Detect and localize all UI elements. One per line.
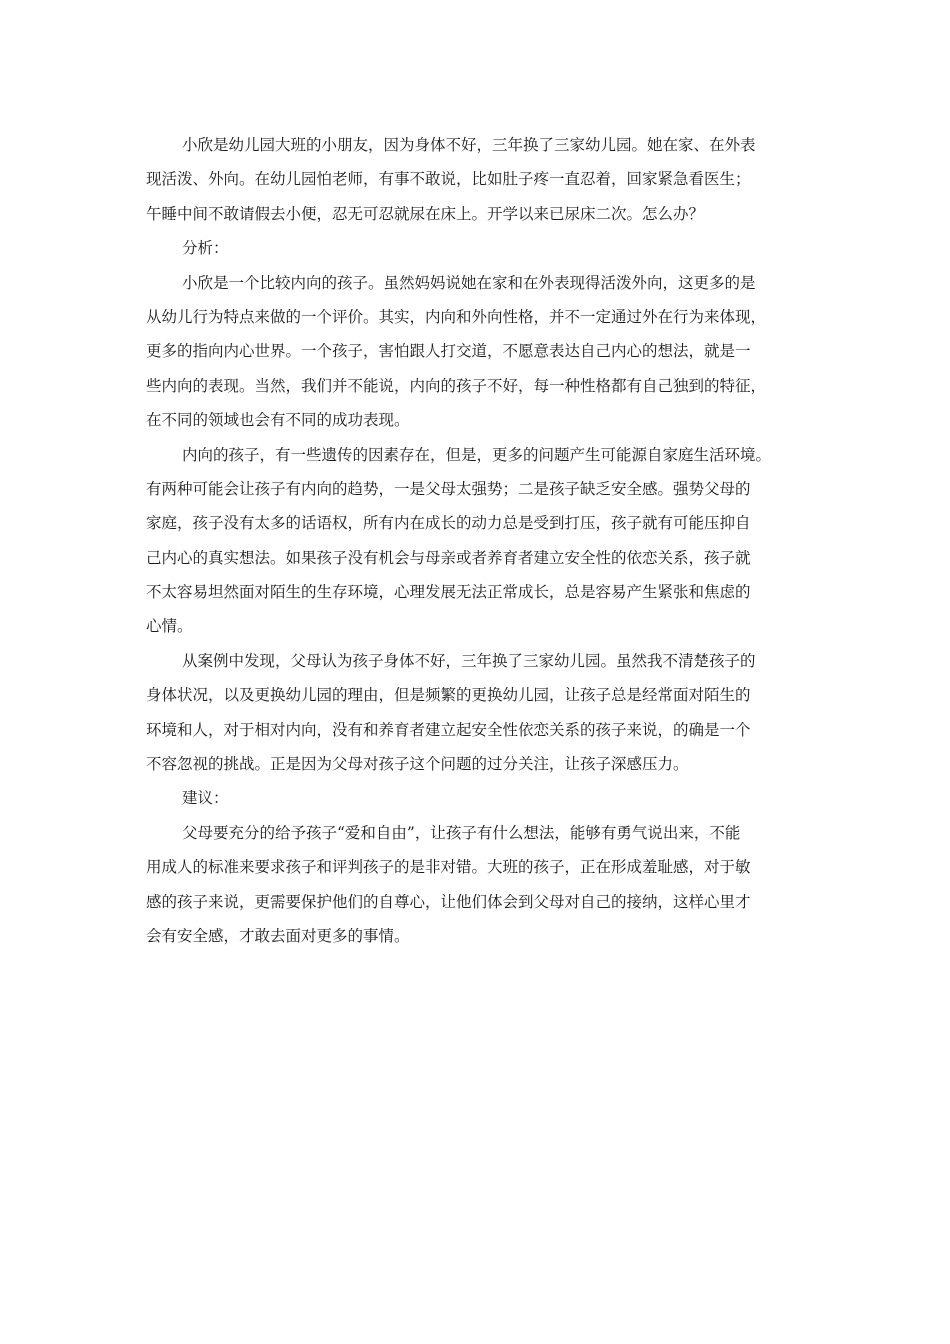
text-line: 父母要充分的给予孩子“爱和自由”，让孩子有什么想法，能够有勇气说出来，不能: [182, 823, 741, 842]
text-line: 有两种可能会让孩子有内向的趋势，一是父母太强势；二是孩子缺乏安全感。强势父母的: [146, 479, 751, 498]
text-line: 更多的指向内心世界。一个孩子，害怕跟人打交道，不愿意表达自己内心的想法，就是一: [146, 342, 751, 361]
text-line: 小欣是一个比较内向的孩子。虽然妈妈说她在家和在外表现得活泼外向，这更多的是: [182, 273, 756, 292]
text-line: 建议：: [182, 789, 229, 808]
text-line: 感的孩子来说，更需要保护他们的自尊心，让他们体会到父母对自己的接纳，这样心里才: [146, 892, 751, 911]
text-line: 现活泼、外向。在幼儿园怕老师，有事不敢说，比如肚子疼一直忍着，回家紧急看医生；: [146, 170, 751, 189]
text-line: 会有安全感，才敢去面对更多的事情。: [146, 926, 410, 945]
text-line: 不太容易坦然面对陌生的生存环境，心理发展无法正常成长，总是容易产生紧张和焦虑的: [146, 583, 751, 602]
text-line: 用成人的标准来要求孩子和评判孩子的是非对错。大班的孩子，正在形成羞耻感，对于敏: [146, 858, 751, 877]
text-line: 在不同的领域也会有不同的成功表现。: [146, 411, 410, 430]
text-line: 身体状况，以及更换幼儿园的理由，但是频繁的更换幼儿园，让孩子总是经常面对陌生的: [146, 686, 751, 705]
text-line: 分析：: [182, 239, 229, 258]
text-line: 心情。: [146, 617, 193, 636]
text-line: 些内向的表现。当然，我们并不能说，内向的孩子不好，每一种性格都有自己独到的特征，: [146, 376, 767, 395]
text-line: 内向的孩子，有一些遗传的因素存在，但是，更多的问题产生可能源自家庭生活环境。: [182, 445, 772, 464]
text-line: 环境和人，对于相对内向，没有和养育者建立起安全性依恋关系的孩子来说，的确是一个: [146, 720, 751, 739]
text-line: 不容忽视的挑战。正是因为父母对孩子这个问题的过分关注，让孩子深感压力。: [146, 755, 689, 774]
text-line: 从幼儿行为特点来做的一个评价。其实，内向和外向性格，并不一定通过外在行为来体现，: [146, 307, 767, 326]
text-line: 午睡中间不敢请假去小便，忍无可忍就尿在床上。开学以来已尿床二次。怎么办？: [146, 204, 705, 223]
text-line: 小欣是幼儿园大班的小朋友，因为身体不好，三年换了三家幼儿园。她在家、在外表: [182, 136, 756, 154]
text-line: 家庭，孩子没有太多的话语权，所有内在成长的动力总是受到打压，孩子就有可能压抑自: [146, 514, 751, 533]
text-line: 己内心的真实想法。如果孩子没有机会与母亲或者养育者建立安全性的依恋关系，孩子就: [146, 548, 751, 567]
document-body: [146, 128, 810, 953]
text-line: 从案例中发现，父母认为孩子身体不好，三年换了三家幼儿园。虽然我不清楚孩子的: [182, 651, 756, 670]
